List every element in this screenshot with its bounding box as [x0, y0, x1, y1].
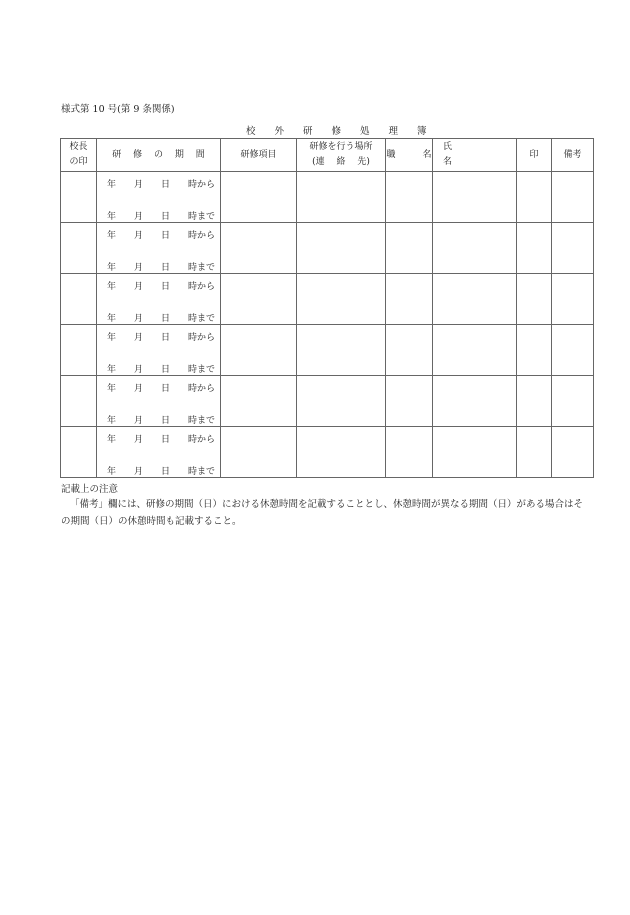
- notes-heading: 記載上の注意: [61, 484, 119, 495]
- period-cell: [97, 223, 221, 274]
- job-title-cell[interactable]: [386, 376, 433, 427]
- name-cell[interactable]: [433, 427, 517, 478]
- principal-seal-cell[interactable]: [61, 325, 97, 376]
- seal-cell[interactable]: [517, 223, 552, 274]
- name-cell[interactable]: [433, 376, 517, 427]
- training-record-table: [60, 138, 594, 478]
- seal-cell[interactable]: [517, 376, 552, 427]
- principal-seal-cell[interactable]: [61, 172, 97, 223]
- job-title-cell[interactable]: [386, 274, 433, 325]
- name-cell[interactable]: [433, 172, 517, 223]
- training-item-cell[interactable]: [221, 172, 297, 223]
- header-training-item: 研修項目: [221, 139, 297, 172]
- period-to: 年 月 日 時まで: [107, 365, 216, 375]
- seal-cell[interactable]: [517, 325, 552, 376]
- training-item-cell[interactable]: [221, 427, 297, 478]
- principal-seal-cell[interactable]: [61, 274, 97, 325]
- header-period: 研 修 の 期 間: [97, 139, 221, 172]
- header-row: [61, 139, 594, 172]
- document-title: 校 外 研 修 処 理 簿: [246, 126, 427, 137]
- period-cell: [97, 427, 221, 478]
- location-cell[interactable]: [297, 376, 386, 427]
- period-cell: [97, 172, 221, 223]
- table-row: [61, 376, 594, 427]
- location-cell[interactable]: [297, 223, 386, 274]
- principal-seal-cell[interactable]: [61, 427, 97, 478]
- job-title-cell[interactable]: [386, 223, 433, 274]
- remarks-cell[interactable]: [552, 274, 594, 325]
- period-cell: [97, 274, 221, 325]
- header-remarks: 備考: [552, 139, 594, 172]
- job-title-cell[interactable]: [386, 172, 433, 223]
- seal-cell[interactable]: [517, 274, 552, 325]
- training-item-cell[interactable]: [221, 274, 297, 325]
- period-from: 年 月 日 時から: [107, 180, 216, 190]
- period-from: 年 月 日 時から: [107, 435, 216, 445]
- header-job-title: 職 名: [386, 139, 433, 172]
- header-seal: 印: [517, 139, 552, 172]
- seal-cell[interactable]: [517, 172, 552, 223]
- period-to: 年 月 日 時まで: [107, 314, 216, 324]
- location-cell[interactable]: [297, 172, 386, 223]
- period-from: 年 月 日 時から: [107, 231, 216, 241]
- remarks-cell[interactable]: [552, 325, 594, 376]
- location-cell[interactable]: [297, 325, 386, 376]
- table-row: [61, 325, 594, 376]
- training-item-cell[interactable]: [221, 223, 297, 274]
- period-cell: [97, 376, 221, 427]
- period-from: 年 月 日 時から: [107, 282, 216, 292]
- header-location: 研修を行う場所 (連 絡 先): [297, 139, 386, 172]
- table-row: [61, 274, 594, 325]
- name-cell[interactable]: [433, 274, 517, 325]
- remarks-cell[interactable]: [552, 223, 594, 274]
- job-title-cell[interactable]: [386, 427, 433, 478]
- header-principal-seal: 校長 の印: [61, 139, 97, 172]
- table-row: [61, 223, 594, 274]
- name-cell[interactable]: [433, 223, 517, 274]
- period-from: 年 月 日 時から: [107, 333, 216, 343]
- period-cell: [97, 325, 221, 376]
- form-number: 様式第 10 号(第 9 条関係): [61, 104, 175, 115]
- period-from: 年 月 日 時から: [107, 384, 216, 394]
- remarks-cell[interactable]: [552, 172, 594, 223]
- location-cell[interactable]: [297, 274, 386, 325]
- name-cell[interactable]: [433, 325, 517, 376]
- remarks-cell[interactable]: [552, 427, 594, 478]
- period-to: 年 月 日 時まで: [107, 263, 216, 273]
- location-cell[interactable]: [297, 427, 386, 478]
- training-item-cell[interactable]: [221, 376, 297, 427]
- period-to: 年 月 日 時まで: [107, 416, 216, 426]
- seal-cell[interactable]: [517, 427, 552, 478]
- job-title-cell[interactable]: [386, 325, 433, 376]
- principal-seal-cell[interactable]: [61, 376, 97, 427]
- header-name: 氏 名: [433, 139, 517, 172]
- table-row: [61, 427, 594, 478]
- period-to: 年 月 日 時まで: [107, 467, 216, 477]
- notes-body: 「備考」欄には、研修の期間（日）における休憩時間を記載することとし、休憩時間が異なる期間（日）がある場合はその期間（日）の休憩時間も記載すること。: [61, 499, 584, 527]
- training-item-cell[interactable]: [221, 325, 297, 376]
- period-to: 年 月 日 時まで: [107, 212, 216, 222]
- remarks-cell[interactable]: [552, 376, 594, 427]
- principal-seal-cell[interactable]: [61, 223, 97, 274]
- table-row: [61, 172, 594, 223]
